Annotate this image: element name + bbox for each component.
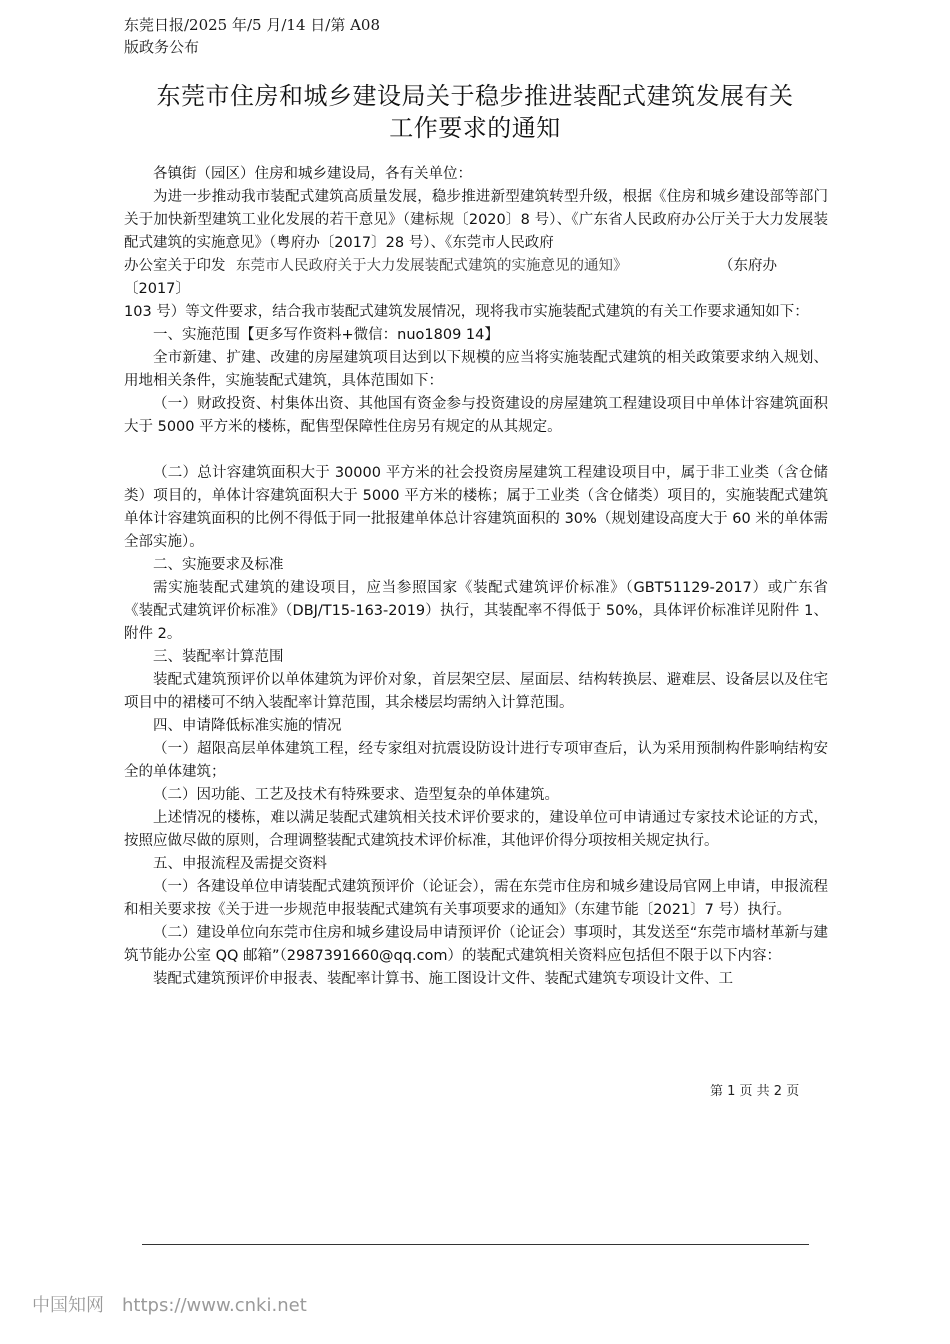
- bottom-divider: [142, 1244, 809, 1245]
- cnki-brand: 中国知网: [32, 1295, 104, 1316]
- footer-watermark: [32, 1294, 307, 1318]
- intro-paragraph-part1: 为进一步推动我市装配式建筑高质量发展，稳步推进新型建筑转型升级，根据《住房和城乡建设部等部门关于加快新型建筑工业化发展的若干意见》（建标规〔2020〕8 号）、《广东省人民政府办公厅关于大力发展装配式建筑的实施意见》（粤府办〔2017〕28 号）、《东莞市人民政府: [124, 189, 828, 251]
- intro-overlap-c: （东府办: [719, 258, 777, 274]
- source-line-2: 版政务公布: [124, 38, 200, 56]
- title-line-1: 东莞市住房和城乡建设局关于稳步推进装配式建筑发展有关: [156, 82, 794, 110]
- intro-paragraph-part3: 103 号）等文件要求，结合我市装配式建筑发展情况，现将我市实施装配式建筑的有关工作要求通知如下：: [124, 304, 809, 320]
- section-4-heading: 四、申请降低标准实施的情况: [153, 718, 342, 734]
- section-5-item-1: （一）各建设单位申请装配式建筑预评价（论证会），需在东莞市住房和城乡建设局官网上申请，申报流程和相关要求按《关于进一步规范申报装配式建筑有关事项要求的通知》（东建节能〔2021〕7 号）执行。: [124, 879, 828, 918]
- section-4-text: 上述情况的楼栋，难以满足装配式建筑相关技术评价要求的，建设单位可申请通过专家技术论证的方式，按照应做尽做的原则，合理调整装配式建筑技术评价标准，其他评价得分项按相关规定执行。: [124, 810, 828, 849]
- intro-overlap-b: 东莞市人民政府关于大力发展装配式建筑的实施意见的通知》: [236, 258, 628, 274]
- section-4-item-2: （二）因功能、工艺及技术有特殊要求、造型复杂的单体建筑。: [153, 787, 559, 803]
- section-5-heading: 五、申报流程及需提交资料: [153, 856, 327, 872]
- section-2-text: 需实施装配式建筑的建设项目，应当参照国家《装配式建筑评价标准》（GBT51129-2017）或广东省《装配式建筑评价标准》（DBJ/T15-163-2019）执行，其装配率不得低于 50%，具体评价标准详见附件 1、附件 2。: [124, 580, 828, 642]
- blank-gap: [124, 439, 828, 462]
- section-5-text: 装配式建筑预评价申报表、装配率计算书、施工图设计文件、装配式建筑专项设计文件、工: [153, 971, 733, 987]
- section-3-text: 装配式建筑预评价以单体建筑为评价对象，首层架空层、屋面层、结构转换层、避难层、设备层以及住宅项目中的裙楼可不纳入装配率计算范围，其余楼层均需纳入计算范围。: [124, 672, 828, 711]
- section-4-item-1: （一）超限高层单体建筑工程，经专家组对抗震设防设计进行专项审查后，认为采用预制构件影响结构安全的单体建筑；: [124, 741, 828, 780]
- title-line-2: 工作要求的通知: [389, 114, 561, 142]
- section-1-item-2: （二）总计容建筑面积大于 30000 平方米的社会投资房屋建筑工程建设项目中，属于非工业类（含仓储类）项目的，单体计容建筑面积大于 5000 平方米的楼栋；属于工业类（含仓储类）项目的，实施装配式建筑单体计容建筑面积的比例不得低于同一批报建单体总计容建筑面积的 30%（规划建设高度大于 60 米的单体需全部实施）。: [124, 465, 828, 550]
- intro-overlap-a: 办公室关于印发: [124, 258, 226, 274]
- publication-source: [124, 14, 380, 58]
- intro-paragraph-part2: 〔2017〕: [124, 281, 190, 297]
- cnki-url[interactable]: https://www.cnki.net: [122, 1295, 307, 1316]
- source-line-1: 东莞日报/2025 年/5 月/14 日/第 A08: [124, 16, 381, 34]
- document-body: [124, 163, 828, 991]
- document-title: [100, 80, 850, 144]
- section-1-item-1: （一）财政投资、村集体出资、其他国有资金参与投资建设的房屋建筑工程建设项目中单体计容建筑面积大于 5000 平方米的楼栋，配售型保障性住房另有规定的从其规定。: [124, 396, 828, 435]
- intro-overlap-line: [124, 255, 828, 278]
- section-1-text: 全市新建、扩建、改建的房屋建筑项目达到以下规模的应当将实施装配式建筑的相关政策要求纳入规划、用地相关条件，实施装配式建筑，具体范围如下：: [124, 350, 828, 389]
- section-5-item-2: （二）建设单位向东莞市住房和城乡建设局申请预评价（论证会）事项时，其发送至“东莞市墙材革新与建筑节能办公室 QQ 邮箱”（2987391660@qq.com）的装配式建筑相关资料应包括但不限于以下内容：: [124, 925, 828, 964]
- page-number: 第 1 页 共 2 页: [710, 1084, 800, 1099]
- section-1-heading: 一、实施范围【更多写作资料+微信：nuo1809 14】: [153, 327, 499, 343]
- section-2-heading: 二、实施要求及标准: [153, 557, 284, 573]
- salutation: 各镇街（园区）住房和城乡建设局，各有关单位：: [153, 166, 472, 182]
- section-3-heading: 三、装配率计算范围: [153, 649, 284, 665]
